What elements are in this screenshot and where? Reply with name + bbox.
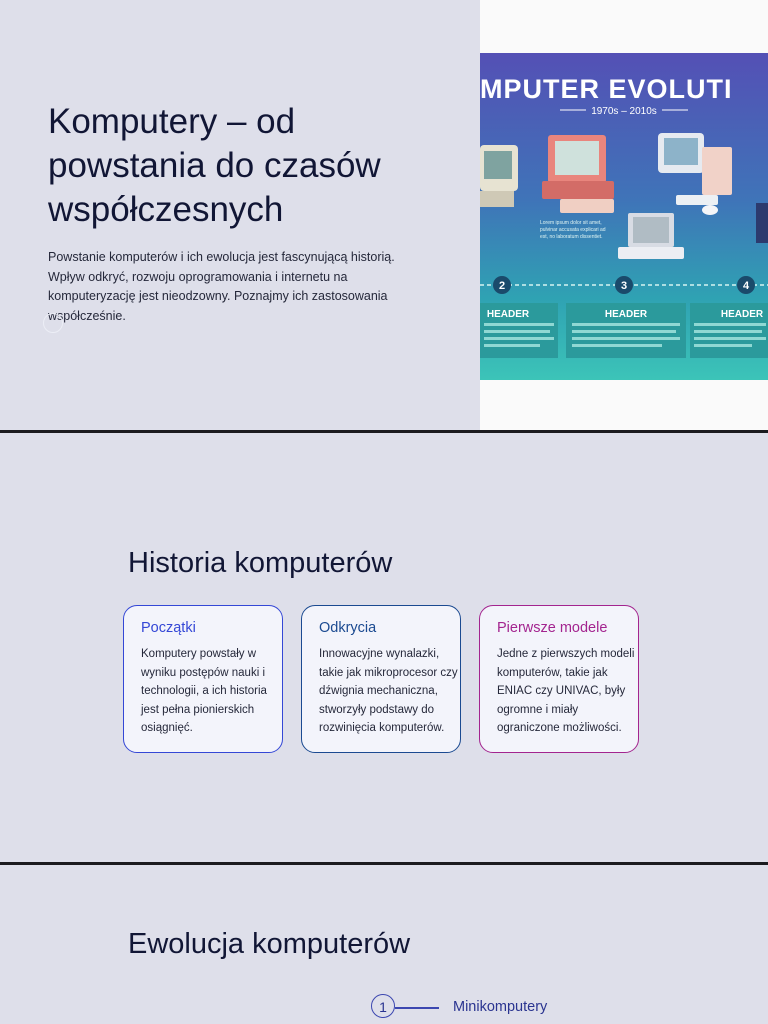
infographic-headline: MPUTER EVOLUTI xyxy=(480,74,733,104)
card-title: Początki xyxy=(141,620,196,636)
left-computer-illustration xyxy=(480,145,518,207)
header-panel-3 xyxy=(690,303,768,358)
card-first-models xyxy=(479,605,639,753)
header-panel-2 xyxy=(566,303,686,358)
card-discoveries xyxy=(301,605,461,753)
infographic-years: 1970s – 2010s xyxy=(591,106,657,117)
card-text: Jedne z pierwszych modeli komputerów, takie jak ENIAC czy UNIVAC, były ogromne i miały ograniczone możliwości. xyxy=(497,648,635,734)
evolution-heading: Ewolucja komputerów xyxy=(128,928,411,960)
card-text: Innowacyjne wynalazki, takie jak mikroprocesor czy dźwignia mechaniczna, stworzyły podstawy do rozwinięcia komputerów. xyxy=(319,648,458,734)
svg-text:pulvinar accusata explicari ad: pulvinar accusata explicari ad xyxy=(540,227,606,233)
computer-evolution-image xyxy=(480,0,768,430)
card-beginnings xyxy=(123,605,283,753)
computer-evolution-infographic xyxy=(480,53,768,380)
svg-text:est, no laboratum dissentiet.: est, no laboratum dissentiet. xyxy=(540,234,603,240)
card-text: Komputery powstały w wyniku postępów nauki i technologii, a ich historia jest pełna pionierskich osiągnięć. xyxy=(141,648,267,734)
slide-title xyxy=(0,0,768,430)
slide-title-body: Powstanie komputerów i ich ewolucja jest fascynującą historią. Wpływ odkryć, rozwoju oprogramowania i internetu na komputeryzację jest nieodzowny. Poznajmy ich zastosowania współcześnie. xyxy=(48,250,395,323)
timeline-step-number: 1 xyxy=(371,994,395,1018)
step-2-badge xyxy=(493,276,511,294)
step-4-badge xyxy=(737,276,755,294)
header-panel-1 xyxy=(480,303,558,358)
slide-title-heading: Komputery – od powstania do czasów współczesnych xyxy=(48,102,381,229)
svg-text:Lorem ipsum dolor sit amet,: Lorem ipsum dolor sit amet, xyxy=(540,220,602,226)
timeline-connector xyxy=(395,1007,439,1009)
step-3-badge xyxy=(615,276,633,294)
svg-text:HEADER: HEADER xyxy=(720,309,764,320)
svg-text:2: 2 xyxy=(498,280,506,292)
card-title: Odkrycia xyxy=(319,620,377,636)
svg-text:3: 3 xyxy=(620,280,628,292)
svg-text:HEADER: HEADER xyxy=(604,309,648,320)
svg-text:HEADER: HEADER xyxy=(486,309,530,320)
svg-text:4: 4 xyxy=(742,280,750,292)
timeline-step-label: Minikomputery xyxy=(453,999,548,1015)
card-title: Pierwsze modele xyxy=(497,620,608,636)
history-heading: Historia komputerów xyxy=(128,547,393,579)
decorative-ring xyxy=(43,313,63,333)
